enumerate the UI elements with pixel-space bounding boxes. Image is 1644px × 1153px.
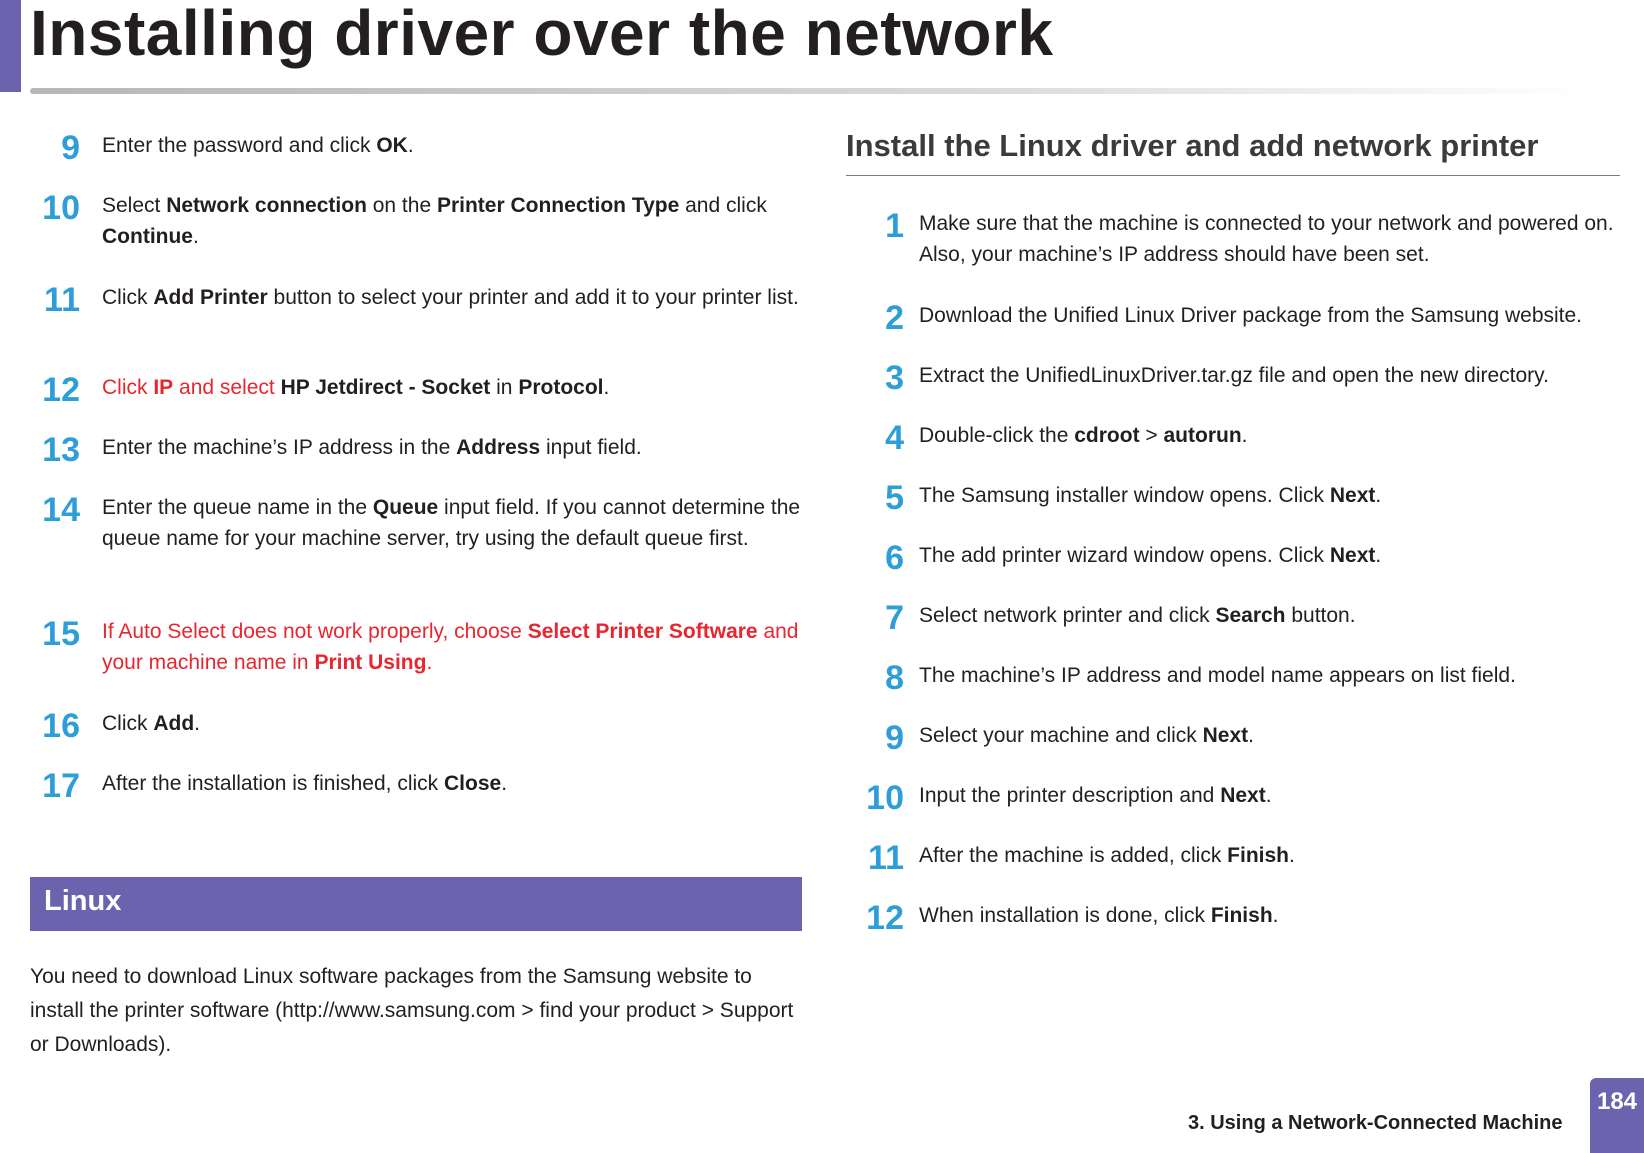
step-text: The add printer wizard window opens. Click Next. <box>919 544 1382 567</box>
step-number: 12 <box>866 899 904 937</box>
step-number: 9 <box>885 719 904 757</box>
page-number-tab <box>1590 1078 1644 1153</box>
step-number: 4 <box>885 419 904 457</box>
step-text: Select Network connection on the Printer Connection Type and click Continue. <box>102 194 767 248</box>
step-text: Click Add Printer button to select your printer and add it to your printer list. <box>102 286 799 309</box>
step-text: Input the printer description and Next. <box>919 784 1272 807</box>
linux-section-bar <box>30 877 802 931</box>
section-divider <box>846 175 1620 176</box>
step-text: Click Add. <box>102 712 201 735</box>
step-text: The Samsung installer window opens. Click Next. <box>919 484 1382 507</box>
section-heading: Install the Linux driver and add network printer <box>846 128 1539 163</box>
step-number: 16 <box>42 707 80 745</box>
linux-paragraph: You need to download Linux software packages from the Samsung website to install the printer software (http://www.samsung.com > find your product > Support or Downloads). <box>30 965 794 1056</box>
step-text: When installation is done, click Finish. <box>919 904 1279 927</box>
step-text: The machine’s IP address and model name appears on list field. <box>919 664 1516 687</box>
step-text: Make sure that the machine is connected to your network and powered on. Also, your machine’s IP address should have been set. <box>919 212 1614 266</box>
step-text: Enter the machine’s IP address in the Address input field. <box>102 436 642 459</box>
step-number: 8 <box>885 659 904 697</box>
step-text: Extract the UnifiedLinuxDriver.tar.gz file and open the new directory. <box>919 364 1549 387</box>
step-number: 3 <box>885 359 904 397</box>
linux-heading: Linux <box>44 885 122 917</box>
footer-chapter: 3. Using a Network-Connected Machine <box>1188 1112 1563 1134</box>
step-number: 13 <box>42 431 80 469</box>
step-number: 2 <box>885 299 904 337</box>
step-number: 11 <box>868 839 904 877</box>
page-title: Installing driver over the network <box>30 0 1054 69</box>
step-number: 14 <box>42 491 80 529</box>
step-number: 10 <box>42 189 80 227</box>
step-text: Select network printer and click Search button. <box>919 604 1356 627</box>
step-number: 9 <box>61 129 80 167</box>
page-number: 184 <box>1596 1088 1638 1115</box>
title-underline <box>30 88 1590 94</box>
step-number: 5 <box>885 479 904 517</box>
step-text: Select your machine and click Next. <box>919 724 1255 747</box>
header-accent-bar <box>0 0 21 92</box>
step-text: Enter the queue name in the Queue input field. If you cannot determine the queue name for your machine server, try using the default queue first. <box>102 496 801 550</box>
step-text: Double-click the cdroot > autorun. <box>919 424 1248 447</box>
step-number: 12 <box>42 371 80 409</box>
step-number: 11 <box>44 281 80 319</box>
step-text: If Auto Select does not work properly, choose Select Printer Software and your machine name in Print Using. <box>102 620 799 674</box>
step-text: Click IP and select HP Jetdirect - Socket in Protocol. <box>102 376 610 399</box>
step-number: 17 <box>42 767 80 805</box>
step-number: 1 <box>885 207 904 245</box>
step-text: After the machine is added, click Finish. <box>919 844 1295 867</box>
step-number: 15 <box>42 615 80 653</box>
step-number: 7 <box>885 599 904 637</box>
step-text: Enter the password and click OK. <box>102 134 414 157</box>
step-number: 10 <box>866 779 904 817</box>
step-number: 6 <box>885 539 904 577</box>
step-text: After the installation is finished, click Close. <box>102 772 508 795</box>
step-text: Download the Unified Linux Driver package from the Samsung website. <box>919 304 1583 327</box>
